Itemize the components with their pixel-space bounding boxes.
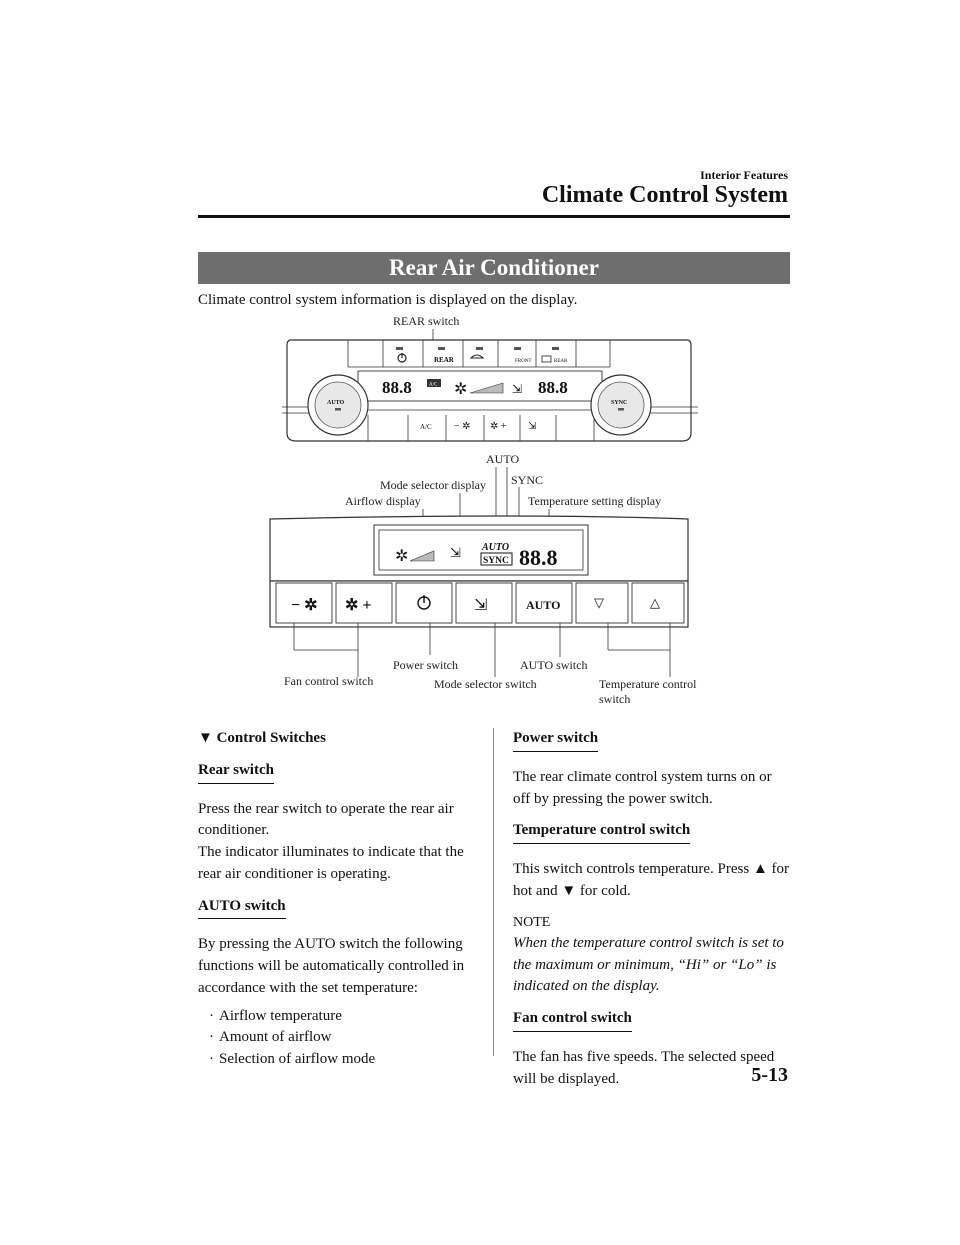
running-header-section: Interior Features [700, 168, 788, 182]
right-column [513, 728, 791, 1100]
running-header-title: Climate Control System [541, 182, 788, 208]
knob-left-auto: AUTO [327, 400, 345, 406]
rear-climate-figure [198, 305, 790, 715]
intro-text: Climate control system information is displayed on the display. [198, 292, 578, 308]
label-auto-switch: AUTO switch [520, 658, 588, 672]
rear-switch-text-2: The indicator illuminates to indicate that the rear air conditioner is operating. [198, 844, 464, 882]
bottom-display-sync: SYNC [483, 556, 509, 566]
label-auto: AUTO [486, 452, 520, 466]
label-mode-display: Mode selector display [380, 478, 486, 492]
fan-switch-text: The fan has five speeds. The selected speed will be displayed. [513, 1048, 775, 1087]
power-switch-text: The rear climate control system turns on or off by pressing the power switch. [513, 768, 772, 807]
section-banner: Rear Air Conditioner [198, 252, 790, 284]
label-mode-switch: Mode selector switch [434, 677, 537, 691]
top-mode-button-icon: ⇲ [528, 421, 537, 432]
fan-switch-heading: Fan control switch [513, 1008, 632, 1032]
rear-switch-heading: Rear switch [198, 760, 274, 784]
list-item: · Amount of airflow [212, 1027, 476, 1049]
auto-switch-text: By pressing the AUTO switch the following functions will be automatically controlled in accordance with the set temperature: [198, 936, 465, 996]
rear-control-panel [270, 516, 688, 627]
top-fan-plus: ✲ + [490, 421, 507, 432]
auto-button-text: AUTO [526, 598, 561, 612]
header-rule [198, 215, 790, 218]
temp-down-icon: ▽ [594, 595, 604, 610]
top-rear-button: REAR [434, 356, 454, 364]
top-fan-icon: ✲ [454, 381, 468, 398]
temp-switch-text: This switch controls temperature. Press ▲ for hot and ▼ for cold. [513, 861, 790, 899]
front-control-panel [282, 340, 698, 441]
fan-minus-icon: − ✲ [291, 597, 318, 614]
label-rear-switch: REAR switch [393, 314, 460, 328]
label-temp-switch-2: switch [599, 692, 631, 706]
bottom-display-auto: AUTO [482, 542, 510, 553]
bottom-mode-icon: ⇲ [450, 545, 461, 560]
bottom-display-temp: 88.8 [519, 545, 558, 570]
rear-switch-text-1: Press the rear switch to operate the rear air conditioner. [198, 800, 454, 839]
list-item: · Airflow temperature [212, 1006, 476, 1028]
knob-right-sync: SYNC [611, 400, 628, 406]
power-switch-heading: Power switch [513, 728, 598, 752]
auto-switch-heading: AUTO switch [198, 896, 286, 920]
temp-switch-heading: Temperature control switch [513, 820, 690, 844]
label-fan-switch: Fan control switch [284, 674, 374, 688]
list-item: · Selection of airflow mode [212, 1049, 476, 1071]
label-sync: SYNC [511, 473, 544, 487]
page-number: 5-13 [751, 1064, 788, 1086]
bottom-fan-icon: ✲ [395, 548, 409, 565]
mode-selector-icon: ⇲ [474, 597, 488, 614]
climate-control-diagram [198, 305, 790, 715]
left-column [198, 728, 476, 1071]
top-temp-right: 88.8 [538, 378, 568, 397]
label-power-switch: Power switch [393, 658, 458, 672]
top-fan-minus: − ✲ [454, 421, 471, 432]
top-ac-badge: A/C [429, 382, 438, 388]
label-temp-switch-1: Temperature control [599, 677, 697, 691]
control-switches-subhead: ▼ Control Switches [198, 730, 326, 746]
auto-functions-list [198, 1006, 476, 1071]
top-temp-left: 88.8 [382, 378, 412, 397]
temp-up-icon: △ [650, 595, 660, 610]
note-label: NOTE [513, 914, 551, 930]
label-airflow-display: Airflow display [345, 494, 421, 508]
note-text: When the temperature control switch is set to the maximum or minimum, “Hi” or “Lo” is indicated on the display. [513, 934, 784, 995]
label-temp-display: Temperature setting display [528, 494, 662, 508]
top-ac-button: A/C [420, 423, 432, 431]
column-divider [493, 728, 494, 1056]
top-mode-icon: ⇲ [512, 382, 523, 396]
fan-plus-icon: ✲ + [345, 597, 372, 614]
top-front-defrost: FRONT [515, 359, 532, 364]
top-rear-defrost: REAR [554, 359, 568, 364]
